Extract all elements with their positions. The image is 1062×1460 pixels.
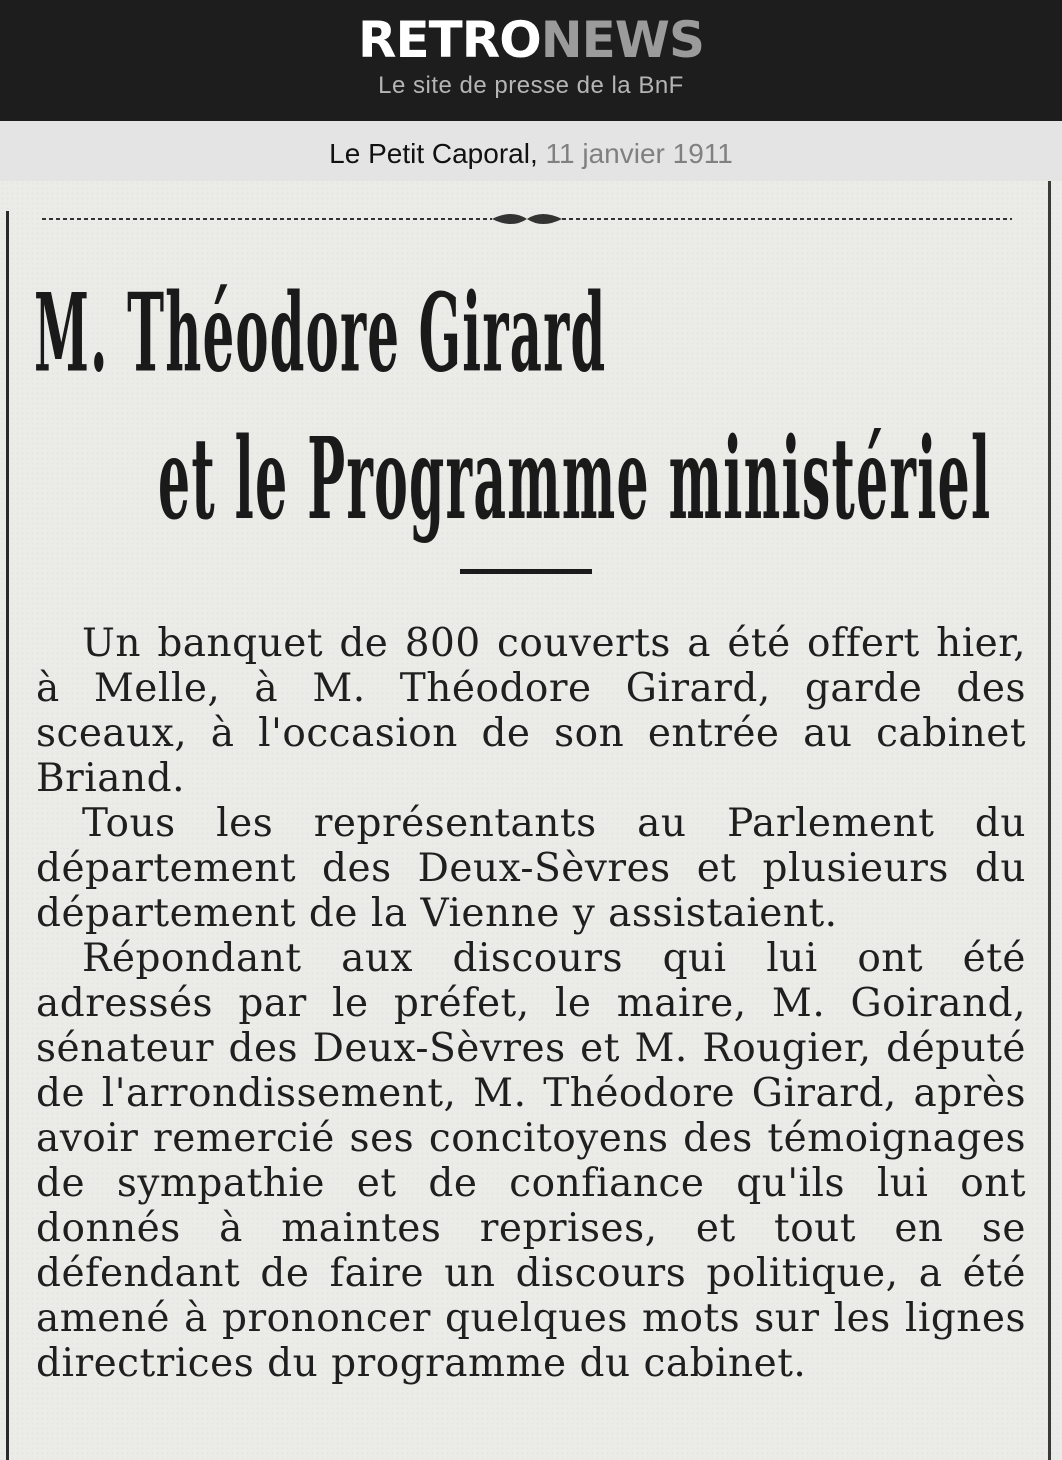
headline-line-1: M. Théodore Girard	[34, 269, 607, 396]
headline-separator	[460, 569, 592, 574]
paragraph-1: Un banquet de 800 couverts a été offert hier, à Melle, à M. Théodore Girard, garde des sceaux, à l'occasion de son entrée au cabinet Briand.	[36, 621, 1026, 801]
logo-retro: RETRO	[358, 11, 541, 69]
retronews-logo[interactable]	[0, 12, 1062, 68]
column-rule-right	[1048, 181, 1051, 1460]
newspaper-clipping	[0, 181, 1062, 1460]
paragraph-3: Répondant aux discours qui lui ont été adressés par le préfet, le maire, M. Goirand, sénateur des Deux-Sèvres et M. Rougier, député de l'arrondissement, M. Théodore Girard, après avoir remercié ses concitoyens des témoignages de sympathie et de confiance qu'ils lui ont donnés à maintes reprises, et tout en se défendant de faire un discours politique, a été amené à prononcer quelques mots sur les lignes directrices du programme du cabinet.	[36, 936, 1026, 1386]
column-rule-left	[6, 211, 9, 1460]
site-tagline: Le site de presse de la BnF	[378, 72, 684, 99]
ornament-divider	[42, 207, 1012, 231]
source-bar	[0, 121, 1062, 181]
publication-date: 11 janvier 1911	[545, 138, 733, 169]
site-header	[0, 0, 1062, 121]
headline-line-2: et le Programme ministériel	[158, 413, 992, 545]
paragraph-2: Tous les représentants au Parlement du département des Deux-Sèvres et plusieurs du département de la Vienne y assistaient.	[36, 801, 1026, 936]
article-body	[36, 621, 1026, 1386]
newspaper-title[interactable]: Le Petit Caporal,	[329, 138, 538, 169]
logo-news: NEWS	[540, 11, 704, 69]
